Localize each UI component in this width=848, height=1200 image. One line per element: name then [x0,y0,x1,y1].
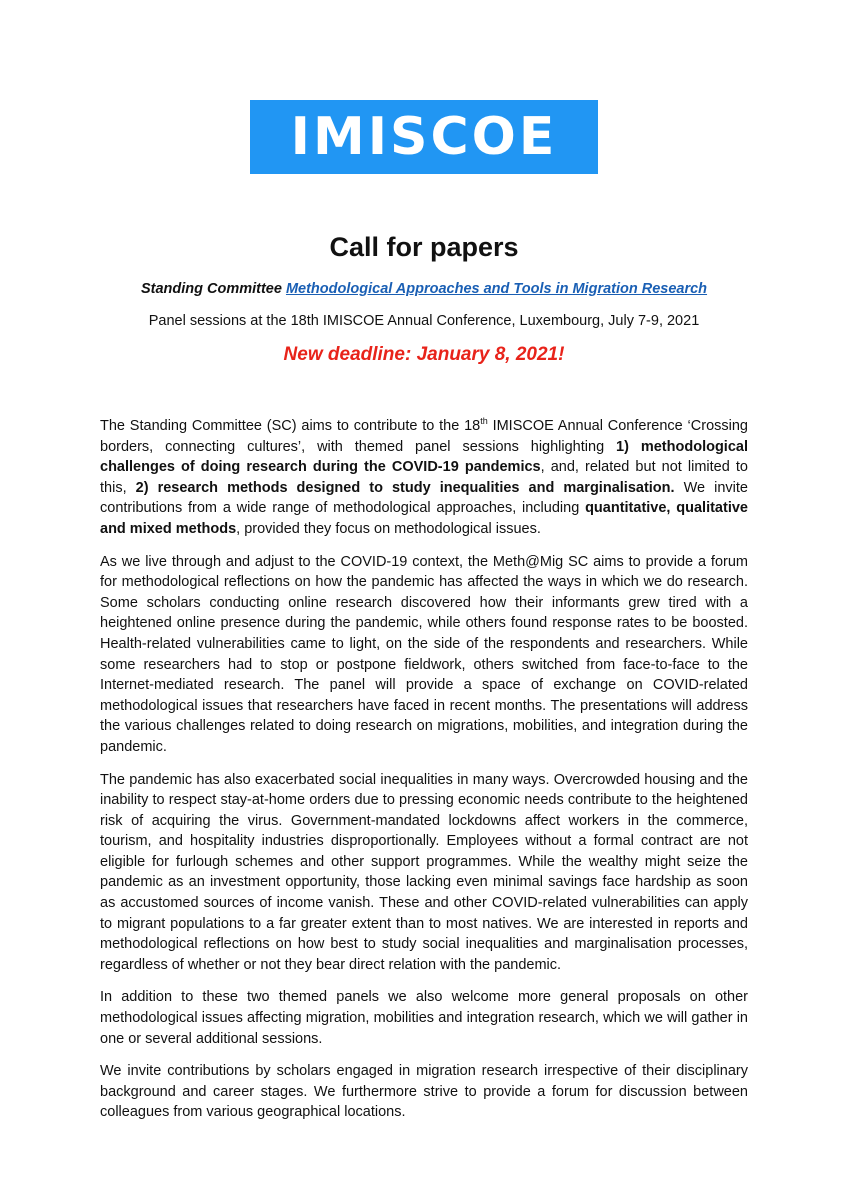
imiscoe-logo [250,100,598,174]
deadline-notice: New deadline: January 8, 2021! [283,344,565,365]
logo-text: IMISCOE [290,107,558,167]
paragraph-3: The pandemic has also exacerbated social inequalities in many ways. Overcrowded housing and the inability to respect stay-at-home orders due to pressing economic needs contribute to the heightened risk of acquiring the virus. Government-mandated lockdowns affect workers in the commerce, tourism, and hospitality industries disproportionally. Employees without a formal contract are not eligible for furlough schemes and other support programmes. While the wealthy might seize the pandemic as an investment opportunity, those lacking even minimal savings face hardship as soon as accustomed sources of income vanish. These and other COVID-related vulnerabilities can apply to migrant populations to a far greater extent than to most natives. We are interested in reports and methodological reflections on how best to study social inequalities and marginalisation processes, regardless of whether or not they bear direct relation with the pandemic. [100,771,748,973]
p1-text-c: , and, related but not limited to this, [100,459,748,496]
p1-bold-2: 2) research methods designed to study inequalities and marginalisation. [135,479,675,496]
body-text [100,416,748,1135]
committee-link[interactable]: Methodological Approaches and Tools in Migration Research [285,281,708,297]
paragraph-4: In addition to these two themed panels we also welcome more general proposals on other methodological issues affecting migration, mobilities and integration research, which we will gather in one or several additional sessions. [100,989,748,1047]
p1-text-e: , provided they focus on methodological issues. [236,520,541,537]
p1-bold-3: quantitative, qualitative and mixed methods [100,500,748,537]
paragraph-1 [100,416,748,540]
p1-bold-1: 1) methodological challenges of doing research during the COVID-19 pandemics [100,438,748,476]
page-title: Call for papers [329,232,519,262]
committee-prefix: Standing Committee [140,281,282,297]
p1-text-a: The Standing Committee (SC) aims to contribute to the 18 [100,418,481,434]
paragraph-5: We invite contributions by scholars engaged in migration research irrespective of their disciplinary background and career stages. We furthermore strive to provide a forum for discussion between colleagues from various geographical locations. [100,1063,748,1121]
p1-text-d: We invite contributions from a wide range of methodological approaches, including [100,479,748,517]
p1-superscript: th [480,416,488,427]
paragraph-2: As we live through and adjust to the COVID-19 context, the Meth@Mig SC aims to provide a forum for methodological reflections on how the pandemic has affected the ways in which we do research. Some scholars conducting online research discovered how their informants grew tired with a heightened online presence during the pandemic, while others found response rates to be boosted. Health-related vulnerabilities came to light, on the side of the respondents and researchers. While some researchers had to stop or postpone fieldwork, others switched from face-to-face to the Internet-mediated research. The panel will provide a space of exchange on COVID-related methodological issues that researchers have faced in recent months. The presentations will address the various challenges related to doing research on migrations, mobilities, and integration during the pandemic. [100,553,748,755]
panel-sessions-line: Panel sessions at the 18th IMISCOE Annual Conference, Luxembourg, July 7-9, 2021 [148,313,700,329]
committee-line [0,281,848,297]
p1-text-b: IMISCOE Annual Conference ‘Crossing borders, connecting cultures’, with themed panel sessions highlighting [100,418,748,455]
